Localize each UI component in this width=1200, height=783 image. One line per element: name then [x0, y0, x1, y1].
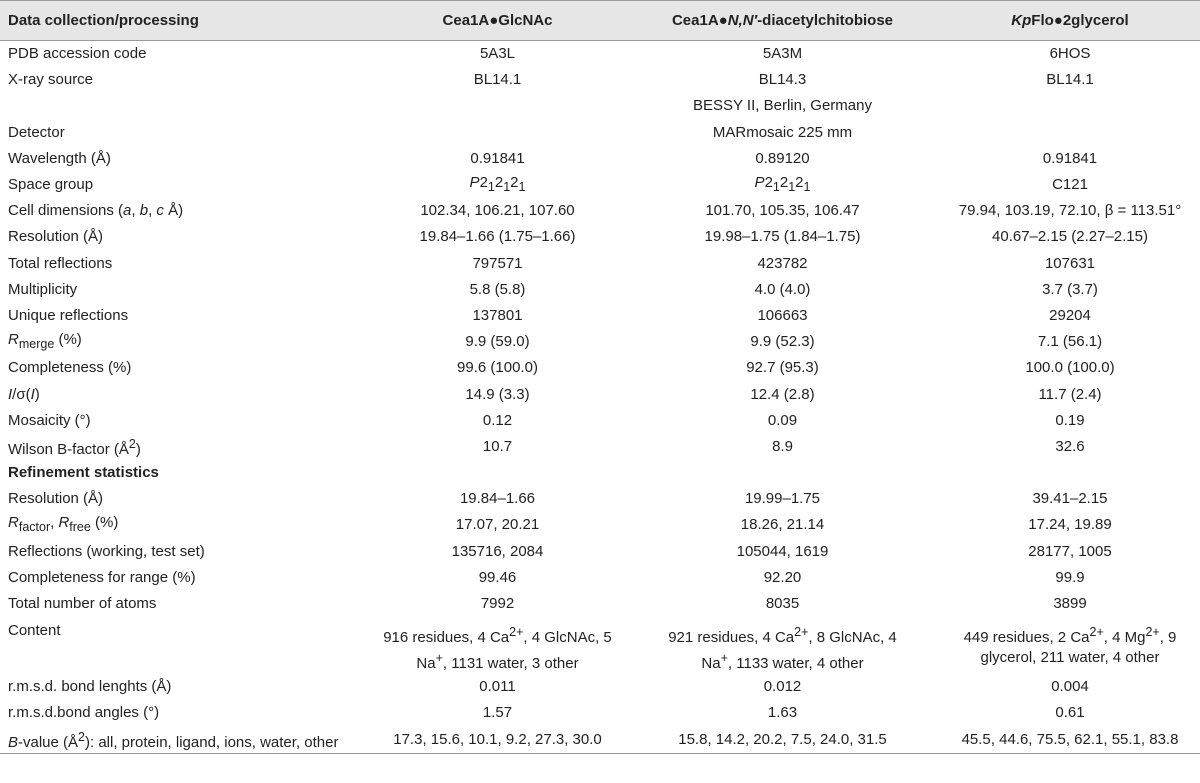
cell-value: 40.67–2.15 (2.27–2.15) [992, 228, 1148, 246]
cell-value: 0.004 [1051, 678, 1089, 696]
label-part: ) [135, 440, 141, 458]
cell-value: 5A3M [762, 45, 803, 63]
table-row [0, 674, 1200, 700]
row-label: Resolution (Å) [8, 490, 104, 508]
cell-value: 6HOS [1049, 45, 1091, 63]
cell-value: BL14.1 [1046, 71, 1094, 89]
row-label: Total number of atoms [8, 595, 157, 613]
row-label: Reflections (working, test set) [8, 542, 205, 560]
label-part: (%) [54, 331, 82, 349]
table-row [0, 434, 1200, 460]
table-row [0, 617, 1200, 674]
header-cea1a-glcnac: Cea1A●GlcNAc [442, 12, 553, 29]
cell-value: 0.011 [479, 678, 516, 696]
table-row [0, 198, 1200, 224]
label-sub: merge [18, 337, 55, 352]
table-row [0, 565, 1200, 591]
label-part: ): all, protein, ligand, ions, water, other [85, 733, 339, 751]
sg-sub: 1 [772, 180, 780, 195]
row-label: r.m.s.d. bond lenghts (Å) [8, 678, 172, 696]
label-part: /σ( [12, 385, 31, 403]
cell-value: 19.84–1.66 [459, 490, 536, 508]
header-cea1a-chitobiose [625, 1, 940, 41]
table-row [0, 146, 1200, 172]
row-label [0, 329, 370, 355]
cell-value: 8035 [765, 595, 800, 613]
row-label: Resolution (Å) [8, 228, 104, 246]
sg-letter: P [754, 174, 765, 192]
cell-value: 7.1 (56.1) [1037, 333, 1103, 351]
sg-letter: P [469, 174, 480, 192]
text-sup: + [435, 651, 443, 666]
cell-value: 0.19 [1055, 411, 1085, 429]
row-label [0, 198, 370, 224]
cell-value [940, 617, 1200, 674]
row-label: r.m.s.d.bond angles (°) [8, 704, 160, 722]
sg-num: 2 [494, 174, 504, 192]
cell-value: 4.0 (4.0) [754, 280, 811, 298]
cell-value: 28177, 1005 [1028, 542, 1112, 560]
label-italic: R [58, 514, 70, 532]
table-row [0, 700, 1200, 726]
cell-value: 17.24, 19.89 [1028, 516, 1112, 534]
cell-value: 39.41–2.15 [1032, 490, 1108, 508]
row-label: PDB accession code [8, 45, 147, 63]
row-label [0, 381, 370, 407]
row-label: Completeness (%) [8, 359, 132, 377]
row-label: Total reflections [8, 254, 113, 272]
cell-value-empty [940, 93, 1200, 119]
header-nn-prime: N,N′ [727, 12, 758, 29]
table-row [0, 486, 1200, 512]
cell-value: 15.8, 14.2, 20.2, 7.5, 24.0, 31.5 [678, 730, 887, 748]
cell-value-empty [940, 120, 1200, 146]
cell-value: 9.9 (59.0) [465, 333, 530, 351]
cell-value: 19.98–1.75 (1.84–1.75) [704, 228, 861, 246]
label-part: Å) [163, 202, 184, 220]
table-row [0, 41, 1200, 68]
label-part: , [50, 514, 59, 532]
header-data-collection: Data collection/processing [8, 12, 199, 29]
cell-value: 137801 [472, 306, 523, 324]
cell-value: 423782 [757, 254, 808, 272]
table-row [0, 303, 1200, 329]
sg-sub: 1 [518, 180, 526, 195]
header-kp: Kp [1011, 12, 1032, 29]
cell-value: 32.6 [1055, 437, 1085, 455]
sg-sub: 1 [487, 180, 495, 195]
row-label: Completeness for range (%) [8, 568, 196, 586]
cell-value: 0.12 [482, 411, 513, 429]
row-label [0, 434, 370, 460]
label-part: Cell dimensions ( [8, 202, 124, 220]
cell-value: 11.7 (2.4) [1038, 385, 1102, 403]
sg-num: 2 [779, 174, 789, 192]
text-part: 449 residues, 2 Ca [963, 629, 1090, 647]
row-label: Multiplicity [8, 280, 78, 298]
sg-sub: 1 [503, 180, 511, 195]
text-part: , 8 GlcNAc, 4 [808, 629, 897, 647]
table-row [0, 512, 1200, 538]
cell-value: 5.8 (5.8) [469, 280, 526, 298]
text-part: , 4 Mg [1103, 629, 1146, 647]
table-row [0, 591, 1200, 617]
label-sup: 2 [78, 729, 85, 744]
cell-value: 3.7 (3.7) [1042, 280, 1098, 298]
cell-value: 0.91841 [470, 149, 525, 167]
cell-value: 135716, 2084 [451, 542, 544, 560]
table-row [0, 224, 1200, 250]
label-part: -value (Å [18, 733, 79, 751]
row-label [0, 512, 370, 538]
label-part: (%) [90, 514, 119, 532]
label-italic: c [156, 202, 164, 220]
table-row [0, 93, 1200, 119]
cell-value: 12.4 (2.8) [750, 385, 815, 403]
table-row [0, 408, 1200, 434]
cell-value-empty [370, 460, 625, 486]
sg-num: 2 [479, 174, 488, 192]
table-row [0, 539, 1200, 565]
sg-num: 2 [795, 174, 804, 192]
cell-value: 0.012 [763, 678, 802, 696]
sg-sub: 1 [803, 180, 811, 195]
table-row [0, 329, 1200, 355]
text-sup: 2+ [794, 625, 809, 640]
cell-value: 29204 [1049, 306, 1091, 324]
table-row [0, 67, 1200, 93]
cell-value: 99.6 (100.0) [457, 359, 538, 377]
cell-value: BL14.1 [473, 71, 522, 89]
sg-sub: 1 [788, 180, 796, 195]
cell-value-empty [370, 120, 625, 146]
sg-num: 2 [764, 174, 773, 192]
cell-value: 17.07, 20.21 [455, 516, 540, 534]
table-row [0, 355, 1200, 381]
text-part: glycerol, 211 water, 4 other [980, 649, 1160, 667]
cell-value: 19.99–1.75 [744, 490, 821, 508]
cell-value [625, 172, 940, 198]
cell-value: 100.0 (100.0) [1025, 359, 1115, 377]
cell-value: 19.84–1.66 (1.75–1.66) [419, 228, 576, 246]
label-part: , [148, 202, 157, 220]
cell-value: 0.09 [767, 411, 798, 429]
cell-value: 17.3, 15.6, 10.1, 9.2, 27.3, 30.0 [393, 730, 602, 748]
text-part: 921 residues, 4 Ca [668, 629, 795, 647]
label-sub: factor [18, 520, 51, 535]
section-title-refinement: Refinement statistics [8, 464, 159, 482]
text-part: Na [416, 655, 436, 673]
cell-value: 107631 [1044, 254, 1096, 272]
cell-value: 0.91841 [1042, 149, 1098, 167]
row-label-empty [0, 93, 370, 119]
cell-value: 7992 [480, 595, 515, 613]
cell-value: 5A3L [479, 45, 516, 63]
table-header-row [0, 1, 1200, 41]
cell-value: 18.26, 21.14 [740, 516, 825, 534]
cell-value: 45.5, 44.6, 75.5, 62.1, 55.1, 83.8 [961, 730, 1179, 748]
header-kpflo-glycerol [940, 1, 1200, 41]
label-part: Wilson B-factor (Å [8, 440, 129, 458]
cell-value-empty [625, 460, 940, 486]
label-italic: b [139, 202, 149, 220]
cell-value: 1.57 [482, 704, 513, 722]
cell-value: 8.9 [772, 437, 793, 455]
label-part: , [131, 202, 140, 220]
table-row [0, 381, 1200, 407]
cell-value [370, 617, 625, 674]
text-sup: 2+ [1145, 625, 1160, 640]
cell-value: 0.89120 [755, 149, 810, 167]
label-part: ) [34, 385, 40, 403]
cell-value: 101.70, 105.35, 106.47 [705, 202, 860, 220]
text-sup: 2+ [1089, 625, 1104, 640]
text-part: , 1133 water, 4 other [727, 655, 864, 673]
row-label: X-ray source [8, 71, 94, 89]
header-flo-glycerol: Flo●2glycerol [1031, 12, 1129, 29]
cell-value [370, 172, 625, 198]
cell-value: 105044, 1619 [736, 542, 829, 560]
cell-value: 10.7 [482, 437, 513, 455]
text-part: 916 residues, 4 Ca [383, 629, 510, 647]
cell-value: 79.94, 103.19, 72.10, β = 113.51° [958, 202, 1182, 220]
row-label: Detector [8, 123, 65, 141]
cell-value: 14.9 (3.3) [465, 385, 530, 403]
row-label: Space group [8, 176, 94, 194]
cell-value: 92.20 [763, 568, 802, 586]
cell-value: 99.9 [1055, 568, 1085, 586]
label-sub: free [69, 520, 91, 535]
text-part: , 1131 water, 3 other [442, 655, 579, 673]
cell-value: 3899 [1053, 595, 1087, 613]
cell-value: 797571 [472, 254, 523, 272]
label-italic: B [8, 733, 19, 751]
cell-value: 106663 [757, 306, 808, 324]
header-diacetylchitobiose: -diacetylchitobiose [757, 12, 894, 29]
table-row [0, 727, 1200, 754]
text-part: Na [701, 655, 721, 673]
cell-value: BL14.3 [758, 71, 807, 89]
cell-value: 102.34, 106.21, 107.60 [420, 202, 575, 220]
label-sup: 2 [128, 436, 136, 451]
cell-value: 99.46 [478, 568, 517, 586]
label-italic: a [123, 202, 132, 220]
row-label: Content [8, 622, 61, 640]
cell-value: 0.61 [1055, 704, 1085, 722]
row-label [0, 727, 370, 754]
text-sup: + [720, 651, 728, 666]
table-row [0, 172, 1200, 198]
row-label: Unique reflections [8, 306, 129, 324]
cell-value: C121 [1052, 176, 1088, 194]
text-sup: 2+ [509, 625, 524, 640]
table-row [0, 120, 1200, 146]
text-part: , 9 [1159, 629, 1177, 647]
label-italic: I [8, 385, 13, 403]
label-italic: R [8, 331, 19, 349]
table-row [0, 277, 1200, 303]
cell-value: MARmosaic 225 mm [712, 123, 853, 141]
cell-value: BESSY II, Berlin, Germany [693, 97, 872, 115]
cell-value-empty [370, 93, 625, 119]
cell-value-empty [940, 460, 1200, 486]
section-row [0, 460, 1200, 486]
cell-value [625, 617, 940, 674]
label-italic: R [8, 514, 19, 532]
text-part: , 4 GlcNAc, 5 [523, 629, 612, 647]
sg-num: 2 [510, 174, 519, 192]
cell-value: 1.63 [767, 704, 798, 722]
row-label: Mosaicity (°) [8, 411, 91, 429]
cell-value: 92.7 (95.3) [746, 359, 819, 377]
header-cea1a-prefix: Cea1A● [671, 12, 728, 29]
table-row [0, 251, 1200, 277]
label-italic: I [30, 385, 35, 403]
row-label: Wavelength (Å) [8, 149, 111, 167]
cell-value: 9.9 (52.3) [750, 333, 815, 351]
